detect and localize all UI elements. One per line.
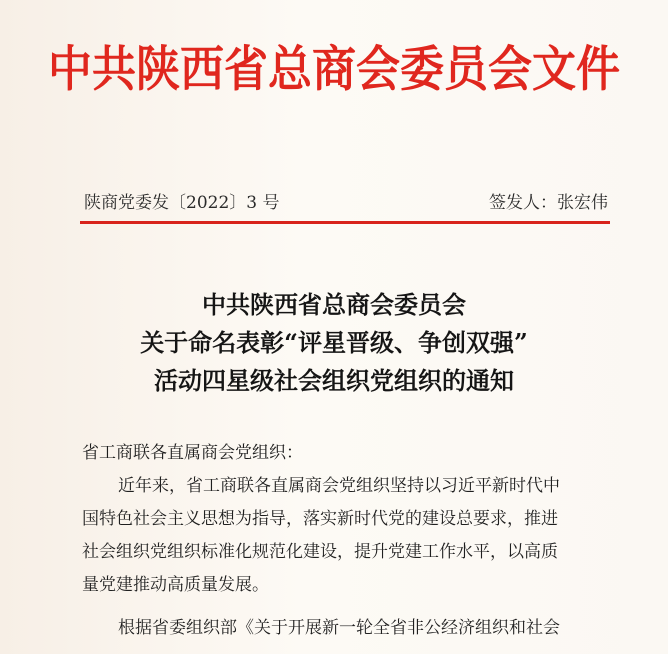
document-meta-row (84, 190, 608, 216)
notice-title (0, 286, 668, 400)
notice-title-line-2: 关于命名表彰“评星晋级、争创双强” (140, 328, 528, 357)
paragraph-1 (82, 470, 642, 602)
recipient-line: 省工商联各直属商会党组织： (82, 443, 303, 463)
notice-title-line-1: 中共陕西省总商会委员会 (202, 290, 466, 319)
document-number: 陕商党委发〔2022〕3 号 (84, 193, 280, 213)
notice-title-line-3: 活动四星级社会组织党组织的通知 (154, 366, 514, 395)
red-divider-line (80, 221, 610, 224)
paragraph-1-line-4: 量党建推动高质量发展。 (82, 575, 269, 595)
paragraph-2 (82, 612, 642, 645)
paragraph-1-line-3: 社会组织党组织标准化规范化建设，提升党建工作水平，以高质 (82, 542, 558, 562)
paragraph-1-line-1: 近年来，省工商联各直属商会党组织坚持以习近平新时代中 (118, 476, 560, 496)
signer-label: 签发人：张宏伟 (489, 193, 608, 213)
paragraph-2-line-1: 根据省委组织部《关于开展新一轮全省非公经济组织和社会 (118, 618, 560, 638)
paragraph-1-line-2: 国特色社会主义思想为指导，落实新时代党的建设总要求，推进 (82, 509, 558, 529)
document-header-title: 中共陕西省总商会委员会文件 (48, 41, 620, 98)
body-text (82, 470, 642, 645)
